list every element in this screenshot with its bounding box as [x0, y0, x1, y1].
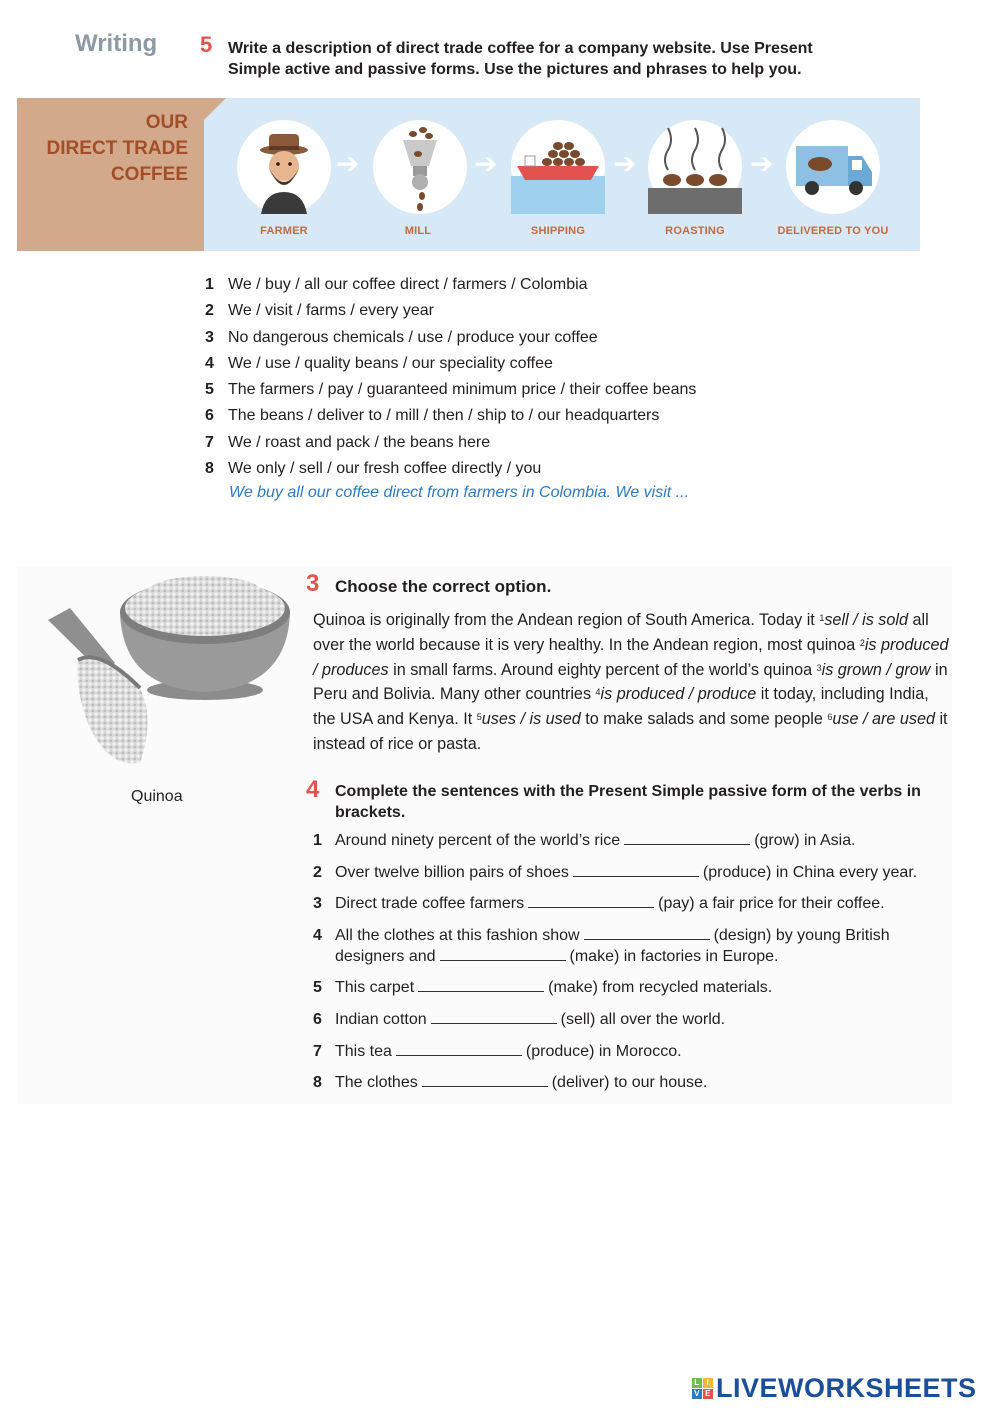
list-item: 2 We / visit / farms / every year — [205, 302, 434, 320]
list-item: 8 The clothes (deliver) to our house. — [313, 1074, 708, 1092]
option-1[interactable]: sell / is sold — [824, 611, 908, 629]
step-label-farmer: FARMER — [260, 225, 308, 237]
list-item: 7 This tea (produce) in Morocco. — [313, 1042, 682, 1060]
exercise-5-instruction: Write a description of direct trade coffee for a company website. Use Present Simple active and passive forms. Use the pictures and phrases to help you. — [228, 40, 813, 78]
delivery-van-icon — [786, 120, 880, 214]
example-answer: We buy all our coffee direct from farmers in Colombia. We visit ... — [229, 484, 690, 501]
answer-blank[interactable] — [573, 862, 699, 877]
answer-blank[interactable] — [528, 893, 654, 908]
arrow-right-icon: ➔ — [474, 148, 498, 179]
list-item: 5 The farmers / pay / guaranteed minimum price / their coffee beans — [205, 381, 697, 399]
list-item: 7 We / roast and pack / the beans here — [205, 433, 491, 451]
list-item: 6 Indian cotton (sell) all over the world. — [313, 1010, 726, 1028]
mill-icon — [373, 120, 467, 214]
answer-blank[interactable] — [422, 1072, 548, 1087]
exercise-number-4: 4 — [306, 776, 320, 803]
list-item: 2 Over twelve billion pairs of shoes (produce) in China every year. — [313, 863, 918, 881]
step-label-shipping: SHIPPING — [530, 225, 586, 237]
exercise-number-5: 5 — [200, 32, 213, 57]
exercise-3-title: Choose the correct option. — [335, 577, 552, 596]
quinoa-image — [40, 568, 295, 773]
section-title-writing: Writing — [75, 30, 158, 57]
logo-icon: L I V E — [692, 1378, 713, 1399]
step-label-mill: MILL — [404, 225, 432, 237]
answer-blank[interactable] — [624, 830, 750, 845]
farmer-icon — [237, 120, 331, 214]
image-caption: Quinoa — [131, 788, 183, 805]
answer-blank[interactable] — [431, 1009, 557, 1024]
list-item: 4 We / use / quality beans / our speciality coffee — [205, 354, 553, 372]
phrase-list — [205, 272, 696, 482]
arrow-right-icon: ➔ — [750, 148, 774, 179]
option-5[interactable]: uses / is used — [481, 710, 581, 729]
exercise-4-title: Complete the sentences with the Present Simple passive form of the verbs in brackets. — [335, 783, 921, 821]
option-3[interactable]: is grown / grow — [821, 660, 931, 679]
exercise-number-3: 3 — [306, 570, 320, 597]
answer-blank[interactable] — [440, 946, 566, 961]
list-item: 4 All the clothes at this fashion show (design) by young British designers and (make) in factories in Europe. — [313, 926, 890, 965]
roasting-icon — [648, 120, 742, 214]
list-item: 3 Direct trade coffee farmers (pay) a fair price for their coffee. — [313, 895, 885, 913]
option-6[interactable]: use / are used — [832, 710, 935, 729]
list-item: 6 The beans / deliver to / mill / then / ship to / our headquarters — [205, 407, 660, 425]
list-item: 5 This carpet (make) from recycled materials. — [313, 979, 773, 997]
list-item: 8 We only / sell / our fresh coffee directly / you — [205, 460, 542, 478]
list-item: 1 Around ninety percent of the world’s rice (grow) in Asia. — [313, 832, 856, 849]
step-label-roasting: ROASTING — [665, 225, 725, 237]
answer-blank[interactable] — [418, 977, 544, 992]
exercise-4-list — [313, 830, 943, 1104]
option-4[interactable]: is produced / produce — [600, 685, 757, 704]
arrow-right-icon: ➔ — [613, 148, 637, 179]
option-2[interactable]: is produced / produces — [313, 635, 949, 679]
step-label-delivered: DELIVERED TO YOU — [777, 225, 889, 237]
liveworksheets-logo[interactable]: L I V E LIVEWORKSHEETS — [692, 1373, 977, 1404]
banner-title: OUR DIRECT TRADE COFFEE — [46, 112, 188, 185]
arrow-right-icon: ➔ — [336, 148, 360, 179]
answer-blank[interactable] — [396, 1041, 522, 1056]
list-item: 3 No dangerous chemicals / use / produce your coffee — [205, 328, 598, 346]
shipping-icon — [511, 120, 605, 214]
answer-blank[interactable] — [584, 925, 710, 940]
quinoa-passage: Quinoa is originally from the Andean region of South America. Today it $^1$sell / is sold all over the world because it is very healthy. In the Andean region, most quinoa $^2$is produced / produces in small farms. Around eighty percent of the world’s quinoa $^3$is grown / grow in Peru and Bolivia. Many other countries $^4$is produced / produce it today, including India, the USA and Kenya. It $^5$uses / is used to make salads and some people $^6$use / are used it instead of rice or pasta. — [313, 611, 949, 753]
list-item: 1 We / buy / all our coffee direct / farmers / Colombia — [205, 276, 588, 293]
